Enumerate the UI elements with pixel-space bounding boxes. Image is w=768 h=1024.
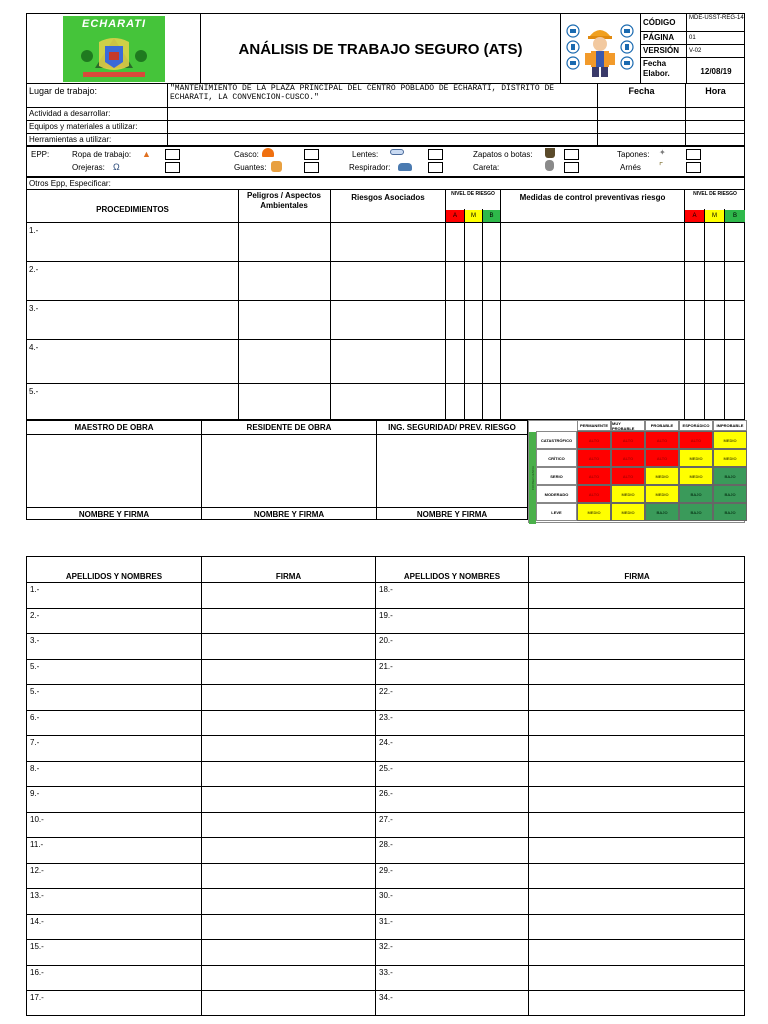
document-title: ANÁLISIS DE TRABAJO SEGURO (ATS) xyxy=(238,40,523,58)
earmuffs-icon: Ω xyxy=(113,162,120,172)
attendance-number-right: 34.- xyxy=(379,993,393,1002)
attendance-number-right: 33.- xyxy=(379,968,393,977)
logo-text: ECHARATI xyxy=(81,18,146,30)
risk-matrix-cell: ALTO xyxy=(645,449,679,467)
apellidos-header-right: APELLIDOS Y NOMBRES xyxy=(403,571,501,581)
epp-casco-checkbox[interactable] xyxy=(304,149,319,160)
attendance-number-right: 24.- xyxy=(379,738,393,747)
epp-lentes-checkbox[interactable] xyxy=(428,149,443,160)
maestro-obra-label: MAESTRO DE OBRA xyxy=(74,423,154,432)
earplugs-icon: ✦ xyxy=(659,148,666,157)
actividad-label: Actividad a desarrollar: xyxy=(29,109,111,118)
signatures-box xyxy=(26,420,528,520)
pagina-value: 01 xyxy=(689,34,696,41)
safety-worker-icon xyxy=(563,17,637,79)
risk-matrix-cell: BAJO xyxy=(679,485,713,503)
risk-matrix-cell: MEDIO xyxy=(713,431,747,449)
step-5-label: 5.- xyxy=(29,387,39,396)
epp-orejeras-label: Orejeras: xyxy=(72,163,105,172)
attendance-number-left: 5.- xyxy=(30,687,40,696)
epp-careta-label: Careta: xyxy=(473,163,500,172)
hora-column-label: Hora xyxy=(705,86,726,96)
step-1-label: 1.- xyxy=(29,226,39,235)
epp-ropa-checkbox[interactable] xyxy=(165,149,180,160)
attendance-number-left: 8.- xyxy=(30,764,40,773)
risk-matrix-column-header: PROBABLE xyxy=(645,420,679,431)
attendance-number-right: 28.- xyxy=(379,840,393,849)
risk-matrix-cell: BAJO xyxy=(713,503,747,521)
gloves-icon xyxy=(271,161,282,172)
risk-matrix-cell: ALTO xyxy=(577,467,611,485)
attendance-number-left: 10.- xyxy=(30,815,44,824)
risk-matrix-cell: ALTO xyxy=(611,431,645,449)
risk-matrix-cell: MEDIO xyxy=(645,485,679,503)
medidas-header: Medidas de control preventivas riesgo xyxy=(519,192,666,202)
codigo-value: MDE-USST-REG-14 xyxy=(689,15,744,21)
ing-seguridad-label: ING. SEGURIDAD/ PREV. RIESGO xyxy=(388,423,516,432)
attendance-number-left: 11.- xyxy=(30,840,44,849)
epp-respirador-checkbox[interactable] xyxy=(428,162,443,173)
nivel-riesgo-header-1: NIVEL DE RIESGO xyxy=(451,191,495,197)
risk-matrix-row-label: SERIO xyxy=(536,467,577,485)
attendance-number-left: 13.- xyxy=(30,891,44,900)
epp-ropa-label: Ropa de trabajo: xyxy=(72,150,132,159)
risk-matrix-cell: ALTO xyxy=(577,485,611,503)
epp-zapatos-label: Zapatos o botas: xyxy=(473,150,533,159)
epp-tapones-label: Tapones: xyxy=(617,150,650,159)
fecha-column-label: Fecha xyxy=(628,86,655,96)
attendance-number-right: 30.- xyxy=(379,891,393,900)
side-label-text: CONSECUENCIA xyxy=(530,465,535,491)
ropa-icon: ▲ xyxy=(142,149,151,159)
residente-obra-label: RESIDENTE DE OBRA xyxy=(246,423,332,432)
risk-matrix-row-label: CATASTRÓFICO xyxy=(536,431,577,449)
epp-respirador-label: Respirador: xyxy=(349,163,391,172)
procedures-table xyxy=(26,189,745,420)
epp-tapones-checkbox[interactable] xyxy=(686,149,701,160)
version-value: V-02 xyxy=(689,47,702,54)
level-b-cell-1: B xyxy=(483,210,500,222)
risk-matrix-row-label: MODERADO xyxy=(536,485,577,503)
epp-zapatos-checkbox[interactable] xyxy=(564,149,579,160)
risk-matrix-cell: BAJO xyxy=(713,485,747,503)
glasses-icon xyxy=(390,149,404,155)
nivel-riesgo-header-2: NIVEL DE RIESGO xyxy=(693,191,737,197)
epp-guantes-label: Guantes: xyxy=(234,163,267,172)
attendance-number-left: 3.- xyxy=(30,636,40,645)
risk-matrix-cell: MEDIO xyxy=(611,485,645,503)
attendance-number-right: 23.- xyxy=(379,713,393,722)
respirator-icon xyxy=(398,163,412,171)
attendance-number-right: 26.- xyxy=(379,789,393,798)
attendance-number-right: 21.- xyxy=(379,662,393,671)
risk-matrix-column-header: MUY PROBABLE xyxy=(611,420,645,431)
riesgos-header: Riesgos Asociados xyxy=(351,192,425,202)
attendance-number-left: 2.- xyxy=(30,611,40,620)
nombre-firma-3: NOMBRE Y FIRMA xyxy=(416,509,488,519)
version-label: VERSIÓN xyxy=(643,46,680,55)
attendance-number-left: 6.- xyxy=(30,713,40,722)
attendance-number-right: 27.- xyxy=(379,815,393,824)
step-4-label: 4.- xyxy=(29,343,39,352)
herramientas-label: Herramientas a utilizar: xyxy=(29,135,112,144)
step-2-label: 2.- xyxy=(29,265,39,274)
nombre-firma-2: NOMBRE Y FIRMA xyxy=(253,509,325,519)
equipos-label: Equipos y materiales a utilizar: xyxy=(29,122,138,131)
risk-matrix-cell: MEDIO xyxy=(645,467,679,485)
procedimientos-header: PROCEDIMIENTOS xyxy=(96,204,169,214)
fecha-elabor-value: 12/08/19 xyxy=(700,66,732,76)
step-3-label: 3.- xyxy=(29,304,39,313)
attendance-number-left: 7.- xyxy=(30,738,40,747)
otros-epp-label: Otros Epp, Especificar: xyxy=(29,179,111,188)
risk-matrix-cell: MEDIO xyxy=(713,449,747,467)
epp-arnes-checkbox[interactable] xyxy=(686,162,701,173)
face-shield-icon xyxy=(545,160,554,171)
attendance-number-right: 25.- xyxy=(379,764,393,773)
attendance-number-left: 1.- xyxy=(30,585,40,594)
attendance-number-right: 32.- xyxy=(379,942,393,951)
epp-arnes-label: Arnés xyxy=(620,163,641,172)
attendance-number-right: 31.- xyxy=(379,917,393,926)
harness-icon: ⌜ xyxy=(659,161,664,171)
risk-matrix-cell: BAJO xyxy=(679,503,713,521)
firma-header-left: FIRMA xyxy=(275,571,302,581)
helmet-icon xyxy=(262,148,274,157)
fecha-elabor-label: Fecha Elabor. xyxy=(643,59,670,78)
risk-matrix-cell: MEDIO xyxy=(679,449,713,467)
epp-guantes-checkbox[interactable] xyxy=(304,162,319,173)
risk-matrix-cell: ALTO xyxy=(645,431,679,449)
level-m-cell-1: M xyxy=(465,210,482,222)
attendance-number-left: 12.- xyxy=(30,866,44,875)
risk-matrix-column-header: PERMANENTE xyxy=(577,420,611,431)
risk-matrix-row-label: CRÍTICO xyxy=(536,449,577,467)
risk-matrix-cell: BAJO xyxy=(713,467,747,485)
echarati-logo xyxy=(63,16,165,82)
codigo-label: CÓDIGO xyxy=(643,18,676,27)
peligros-header: Peligros / Aspectos Ambientales xyxy=(247,191,321,210)
level-a-cell-2: A xyxy=(685,210,704,222)
risk-matrix-cell: ALTO xyxy=(577,449,611,467)
lugar-value[interactable]: "MANTENIMIENTO DE LA PLAZA PRINCIPAL DEL CENTRO POBLADO DE ECHARATI, DISTRITO DE ECHARATI, LA CONVENCION-CUSCO." xyxy=(170,84,555,102)
attendance-number-right: 18.- xyxy=(379,585,393,594)
risk-matrix-column-header: IMPROBABLE xyxy=(713,420,747,431)
boots-icon xyxy=(545,148,555,158)
attendance-number-right: 29.- xyxy=(379,866,393,875)
risk-matrix-column-header: ESPORÁDICO xyxy=(679,420,713,431)
lugar-label: Lugar de trabajo: xyxy=(29,86,98,96)
risk-matrix-row-label: LEVE xyxy=(536,503,577,521)
attendance-number-right: 19.- xyxy=(379,611,393,620)
risk-matrix-side-label xyxy=(529,432,536,524)
epp-casco-label: Casco: xyxy=(234,150,259,159)
epp-careta-checkbox[interactable] xyxy=(564,162,579,173)
attendance-number-left: 9.- xyxy=(30,789,40,798)
risk-matrix-cell: MEDIO xyxy=(679,467,713,485)
pagina-label: PÁGINA xyxy=(643,33,675,42)
level-m-cell-2: M xyxy=(705,210,724,222)
attendance-number-left: 14.- xyxy=(30,917,44,926)
attendance-number-right: 20.- xyxy=(379,636,393,645)
apellidos-header-left: APELLIDOS Y NOMBRES xyxy=(65,571,163,581)
attendance-number-left: 15.- xyxy=(30,942,44,951)
risk-matrix-cell: BAJO xyxy=(645,503,679,521)
epp-label: EPP: xyxy=(31,150,50,159)
epp-lentes-label: Lentes: xyxy=(352,150,379,159)
attendance-number-right: 22.- xyxy=(379,687,393,696)
firma-header-right: FIRMA xyxy=(624,571,650,581)
level-b-cell-2: B xyxy=(725,210,745,222)
risk-matrix-cell: ALTO xyxy=(577,431,611,449)
risk-matrix-cell: ALTO xyxy=(679,431,713,449)
level-a-cell-1: A xyxy=(446,210,464,222)
risk-matrix-cell: ALTO xyxy=(611,467,645,485)
attendance-number-left: 16.- xyxy=(30,968,44,977)
epp-orejeras-checkbox[interactable] xyxy=(165,162,180,173)
risk-matrix-cell: ALTO xyxy=(611,449,645,467)
attendance-number-left: 5.- xyxy=(30,662,40,671)
nombre-firma-1: NOMBRE Y FIRMA xyxy=(78,509,150,519)
risk-matrix-cell: MEDIO xyxy=(611,503,645,521)
risk-matrix-cell: MEDIO xyxy=(577,503,611,521)
attendance-number-left: 17.- xyxy=(30,993,44,1002)
